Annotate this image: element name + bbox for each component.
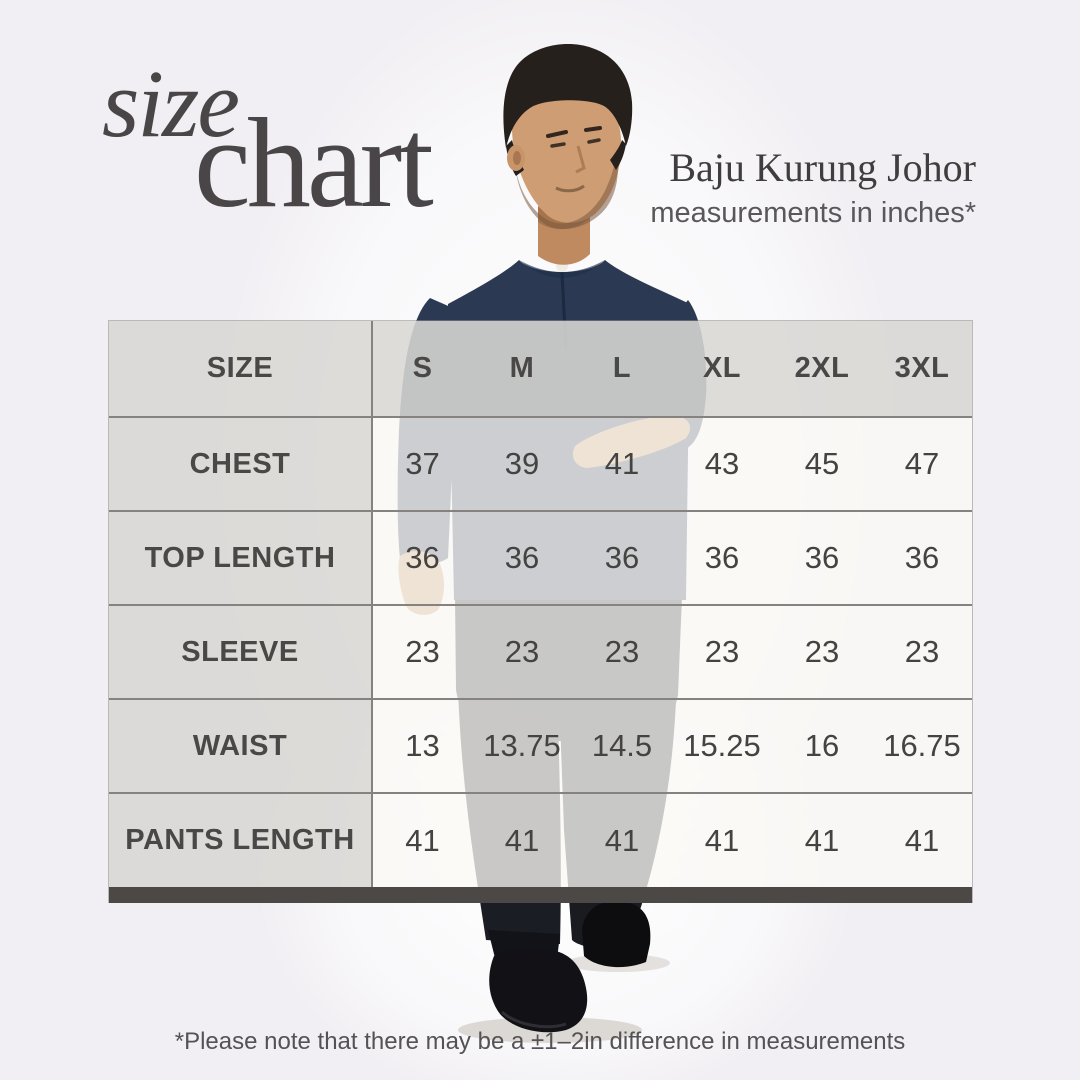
cell-chest-2xl: 45 [772, 417, 872, 511]
column-header-3xl: 3XL [872, 321, 972, 417]
table-row-sleeve [109, 605, 972, 699]
table-row-chest [109, 417, 972, 511]
cell-top-length-m: 36 [472, 511, 572, 605]
cell-sleeve-2xl: 23 [772, 605, 872, 699]
footnote: *Please note that there may be a ±1–2in difference in measurements [174, 1028, 906, 1055]
table-row-top-length [109, 511, 972, 605]
table-accent-bar [109, 887, 972, 903]
cell-top-length-s: 36 [372, 511, 472, 605]
row-label-pants-length: PANTS LENGTH [109, 793, 372, 887]
title-main-word: chart [194, 92, 430, 234]
row-label-chest: CHEST [109, 417, 372, 511]
column-header-s: S [372, 321, 472, 417]
cell-waist-s: 13 [372, 699, 472, 793]
cell-waist-m: 13.75 [472, 699, 572, 793]
cell-pants-length-l: 41 [572, 793, 672, 887]
cell-chest-m: 39 [472, 417, 572, 511]
cell-pants-length-m: 41 [472, 793, 572, 887]
column-header-m: M [472, 321, 572, 417]
cell-pants-length-3xl: 41 [872, 793, 972, 887]
cell-top-length-3xl: 36 [872, 511, 972, 605]
cell-sleeve-xl: 23 [672, 605, 772, 699]
cell-chest-l: 41 [572, 417, 672, 511]
cell-sleeve-s: 23 [372, 605, 472, 699]
column-header-2xl: 2XL [772, 321, 872, 417]
cell-waist-3xl: 16.75 [872, 699, 972, 793]
corner-header-size: SIZE [109, 321, 372, 417]
cell-waist-l: 14.5 [572, 699, 672, 793]
cell-waist-xl: 15.25 [672, 699, 772, 793]
back-shoe [582, 901, 650, 967]
cell-pants-length-xl: 41 [672, 793, 772, 887]
cell-top-length-2xl: 36 [772, 511, 872, 605]
product-block [650, 146, 976, 231]
column-header-l: L [572, 321, 672, 417]
cell-top-length-l: 36 [572, 511, 672, 605]
column-header-xl: XL [672, 321, 772, 417]
product-name: Baju Kurung Johor [669, 145, 976, 190]
size-table [108, 320, 973, 903]
cell-sleeve-3xl: 23 [872, 605, 972, 699]
cell-chest-s: 37 [372, 417, 472, 511]
cell-chest-3xl: 47 [872, 417, 972, 511]
table-row-pants-length [109, 793, 972, 887]
title-script-word: size [102, 50, 238, 157]
row-label-sleeve: SLEEVE [109, 605, 372, 699]
cell-sleeve-l: 23 [572, 605, 672, 699]
cell-sleeve-m: 23 [472, 605, 572, 699]
cell-top-length-xl: 36 [672, 511, 772, 605]
cell-pants-length-2xl: 41 [772, 793, 872, 887]
product-subtitle: measurements in inches* [650, 197, 976, 229]
cell-waist-2xl: 16 [772, 699, 872, 793]
table-row-waist [109, 699, 972, 793]
cell-pants-length-s: 41 [372, 793, 472, 887]
row-label-top-length: TOP LENGTH [109, 511, 372, 605]
cell-chest-xl: 43 [672, 417, 772, 511]
table-header-row [109, 321, 972, 417]
row-label-waist: WAIST [109, 699, 372, 793]
